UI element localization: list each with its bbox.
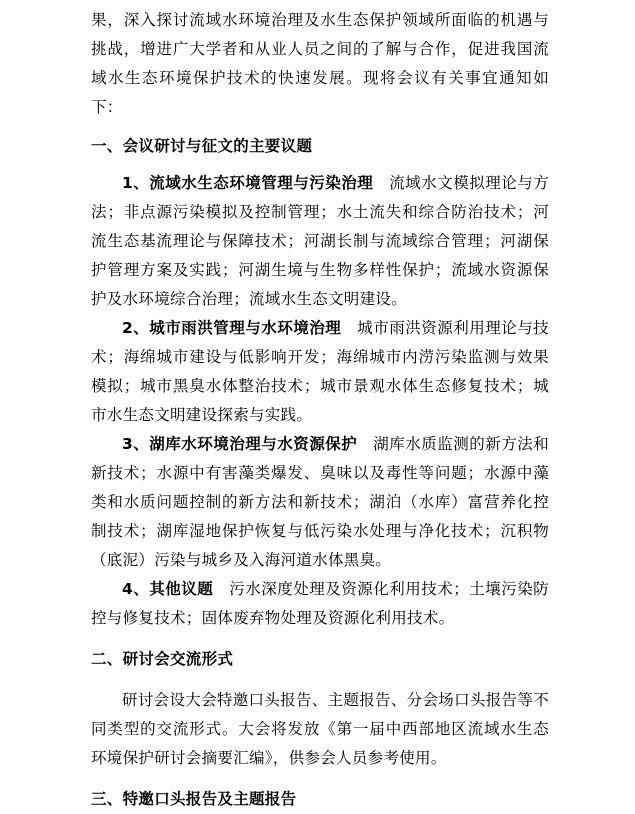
topic-paragraph-3 <box>91 430 549 575</box>
section-heading-format: 二、研讨会交流形式 <box>91 650 234 668</box>
topic-title-1: 1、流域水生态环境管理与污染治理 <box>122 174 374 192</box>
topic-paragraph-2 <box>91 314 549 430</box>
topics-list <box>91 169 549 633</box>
topic-title-4: 4、其他议题 <box>122 580 214 598</box>
topic-body-1: 流域水文模拟理论与方法；非点源污染模拟及控制管理；水土流失和综合防治技术；河流生态基流理论与保障技术；河湖长制与流域综合管理；河湖保护管理方案及实践；河湖生境与生物多样性保护；流域水资源保护及水环境综合治理；流域水生态文明建设。 <box>91 174 549 308</box>
topic-title-2: 2、城市雨洪管理与水环境治理 <box>122 319 342 337</box>
topic-title-3: 3、湖库水环境治理与水资源保护 <box>122 435 358 453</box>
topic-body-4: 污水深度处理及资源化利用技术；土壤污染防控与修复技术；固体废弃物处理及资源化利用技术。 <box>91 580 549 627</box>
section-heading-reports: 三、特邀口头报告及主题报告 <box>91 790 297 808</box>
topic-body-2: 城市雨洪资源利用理论与技术；海绵城市建设与低影响开发；海绵城市内涝污染监测与效果模拟；城市黑臭水体整治技术；城市景观水体生态修复技术；城市水生态文明建设探索与实践。 <box>91 319 549 424</box>
intro-paragraph: 果，深入探讨流域水环境治理及水生态保护领域所面临的机遇与挑战，增进广大学者和从业人员之间的了解与合作，促进我国流域水生态环境保护技术的快速发展。现将会议有关事宜通知如下： <box>91 11 549 116</box>
topic-body-3: 湖库水质监测的新方法和新技术；水源中有害藻类爆发、臭味以及毒性等问题；水源中藻类和水质问题控制的新方法和新技术；湖泊（水库）富营养化控制技术；湖库湿地保护恢复与低污染水处理与净化技术；沉积物（底泥）污染与城乡及入海河道水体黑臭。 <box>91 435 549 569</box>
topic-paragraph-1 <box>91 169 549 314</box>
section-heading-topics: 一、会议研讨与征文的主要议题 <box>91 137 313 155</box>
topic-paragraph-4 <box>91 575 549 633</box>
document-page <box>91 6 549 814</box>
format-paragraph: 研讨会设大会特邀口头报告、主题报告、分会场口头报告等不同类型的交流形式。大会将发放《第一届中西部地区流域水生态环境保护研讨会摘要汇编》，供参会人员参考使用。 <box>91 691 549 767</box>
